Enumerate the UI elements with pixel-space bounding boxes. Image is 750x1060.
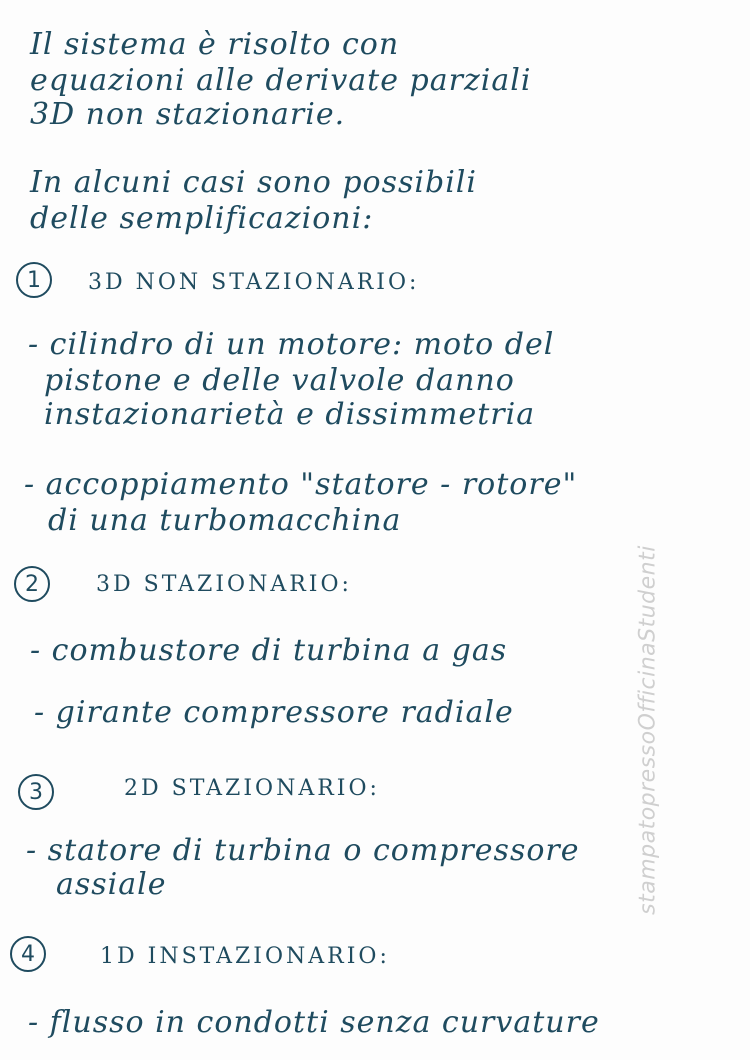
- section-number-marker: 4: [10, 936, 46, 972]
- section-number-marker: 3: [18, 774, 54, 810]
- section-heading: 3D NON STAZIONARIO:: [88, 270, 420, 295]
- list-item-line: di una turbomacchina: [48, 503, 402, 538]
- intro-line-1: Il sistema è risolto con: [30, 27, 400, 62]
- watermark-text: stampatopressoOfficinaStudenti: [635, 545, 661, 915]
- list-item-line: - accoppiamento "statore - rotore": [24, 467, 578, 502]
- list-item-line: assiale: [56, 867, 167, 902]
- section-heading: 1D INSTAZIONARIO:: [100, 944, 390, 969]
- intro-line-3: 3D non stazionarie.: [30, 97, 346, 132]
- list-item-line: - combustore di turbina a gas: [30, 633, 508, 668]
- intro-line-2: equazioni alle derivate parziali: [30, 63, 532, 98]
- list-item-line: - flusso in condotti senza curvature: [28, 1005, 600, 1040]
- simplifications-line-2: delle semplificazioni:: [30, 201, 374, 236]
- section-heading: 3D STAZIONARIO:: [96, 572, 352, 597]
- list-item-line: - statore di turbina o compressore: [26, 833, 580, 868]
- simplifications-line-1: In alcuni casi sono possibili: [30, 165, 477, 200]
- section-number-marker: 1: [16, 262, 52, 298]
- list-item-line: - girante compressore radiale: [34, 695, 514, 730]
- list-item-line: pistone e delle valvole danno: [44, 363, 515, 398]
- list-item-line: instazionarietà e dissimmetria: [44, 397, 536, 432]
- list-item-line: - cilindro di un motore: moto del: [28, 327, 555, 362]
- section-heading: 2D STAZIONARIO:: [124, 776, 380, 801]
- section-number-marker: 2: [14, 566, 50, 602]
